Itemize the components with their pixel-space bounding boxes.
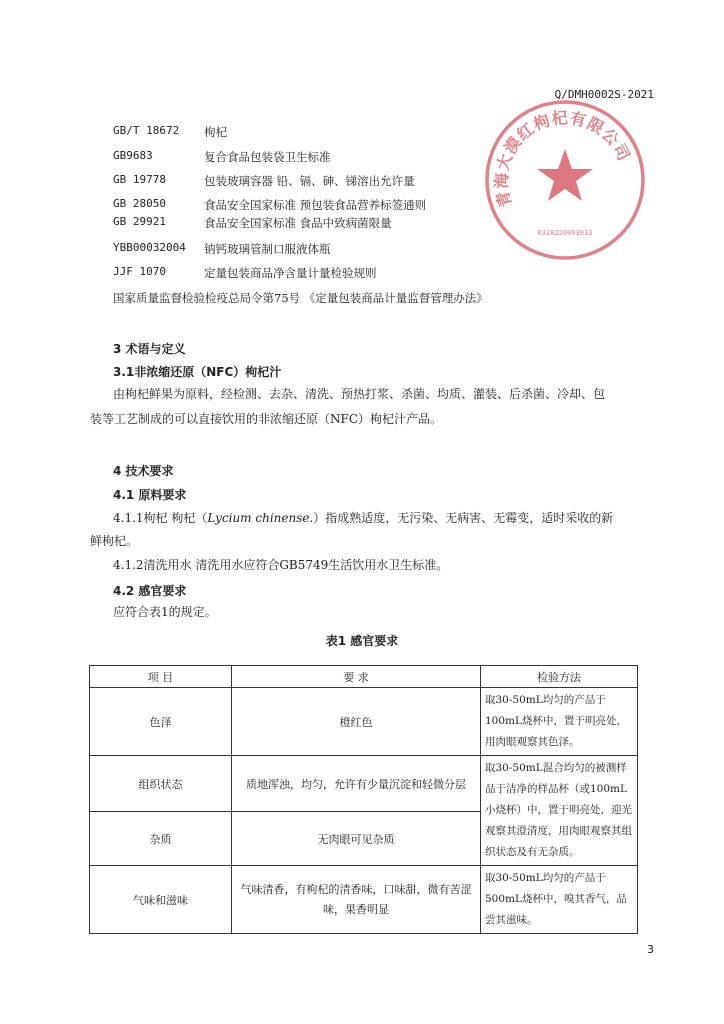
table-row bbox=[90, 866, 638, 934]
table-header-cell: 检验方法 bbox=[481, 666, 638, 688]
latin-name: Lycium chinense. bbox=[207, 511, 314, 525]
table-cell-item: 气味和滋味 bbox=[90, 866, 232, 934]
table-cell-item: 组织状态 bbox=[90, 756, 232, 812]
reference-code: JJF 1070 bbox=[113, 265, 166, 278]
table-header-row bbox=[90, 666, 638, 688]
reference-code: YBB00032004 bbox=[113, 241, 186, 254]
page-number: 3 bbox=[647, 943, 654, 956]
table-cell-item: 杂质 bbox=[90, 812, 232, 866]
reference-code: GB 28050 bbox=[113, 197, 166, 210]
sensory-requirements-table bbox=[89, 665, 638, 934]
section-3-heading: 3 术语与定义 bbox=[113, 342, 186, 356]
reference-title: 食品安全国家标准 预包装食品营养标签通则 bbox=[204, 198, 427, 212]
section-4-1-heading: 4.1 原料要求 bbox=[113, 488, 187, 502]
reference-title: 食品安全国家标准 食品中致病菌限量 bbox=[204, 216, 392, 230]
table-header-cell: 要 求 bbox=[232, 666, 481, 688]
section-4-2-heading: 4.2 感官要求 bbox=[113, 584, 187, 598]
table-cell-requirement: 气味清香，有枸杞的清香味，口味甜，微有苦涩味，果香明显 bbox=[232, 866, 481, 934]
table-cell-method: 取30-50mL均匀的产品于100mL烧杯中，置于明亮处，用肉眼观察其色泽。 bbox=[481, 688, 638, 756]
document-id: Q/DMH0002S-2021 bbox=[554, 88, 654, 101]
seal-star-icon bbox=[537, 149, 593, 201]
table-cell-item: 色泽 bbox=[90, 688, 232, 756]
section-4-heading: 4 技术要求 bbox=[113, 464, 174, 478]
table-row bbox=[90, 756, 638, 812]
reference-code: GB 19778 bbox=[113, 173, 166, 186]
section-4-1-1-paragraph-line2: 鲜枸杞。 bbox=[90, 534, 139, 548]
table-row bbox=[90, 688, 638, 756]
table-cell-method: 取30-50mL均匀的产品于500mL烧杯中，嗅其香气，品尝其滋味。 bbox=[481, 866, 638, 934]
table-cell-requirement: 质地浑浊，均匀，允许有少量沉淀和轻微分层 bbox=[232, 756, 481, 812]
reference-title: 定量包装商品净含量计量检验规则 bbox=[204, 266, 377, 280]
reference-code: GB 29921 bbox=[113, 215, 166, 228]
table-cell-requirement: 橙红色 bbox=[232, 688, 481, 756]
reference-title: 枸杞 bbox=[204, 125, 227, 139]
reference-title: 钠钙玻璃管制口服液体瓶 bbox=[204, 242, 331, 256]
table-cell-requirement: 无肉眼可见杂质 bbox=[232, 812, 481, 866]
section-3-1-paragraph-line1: 由枸杞鲜果为原料，经检测、去杂、清洗、预热打浆、杀菌、均质、灌装、后杀菌、冷却、包 bbox=[113, 387, 606, 401]
table-cell-method: 取30-50mL混合均匀的被测样品于洁净的样品杯（或100mL小烧杯）中，置于明亮处，迎光观察其澄清度，用肉眼观察其组织状态及有无杂质。 bbox=[481, 756, 638, 866]
section-3-1-paragraph-line2: 装等工艺制成的可以直接饮用的非浓缩还原（NFC）枸杞汁产品。 bbox=[90, 412, 443, 426]
table-caption: 表1 感官要求 bbox=[325, 634, 399, 648]
reference-code: GB/T 18672 bbox=[113, 124, 180, 137]
company-seal-stamp bbox=[482, 97, 648, 263]
section-4-1-2-paragraph: 4.1.2清洗用水 清洗用水应符合GB5749生活饮用水卫生标准。 bbox=[113, 558, 449, 572]
reference-decree: 国家质量监督检验检疫总局令第75号 《定量包装商品计量监督管理办法》 bbox=[113, 291, 488, 305]
table-header-cell: 项 目 bbox=[90, 666, 232, 688]
section-4-1-1-paragraph: 4.1.1枸杞 枸杞（Lycium chinense.）指成熟适度，无污染、无病害、无霉变，适时采收的新 bbox=[113, 511, 614, 525]
reference-code: GB9683 bbox=[113, 149, 153, 162]
section-3-1-heading: 3.1非浓缩还原（NFC）枸杞汁 bbox=[113, 365, 282, 379]
svg-text:6328220003013: 6328220003013 bbox=[537, 229, 593, 237]
reference-title: 复合食品包装袋卫生标准 bbox=[204, 150, 331, 164]
svg-text:青海大漠红枸杞有限公司: 青海大漠红枸杞有限公司 bbox=[491, 108, 634, 210]
reference-title: 包装玻璃容器 铅、镉、砷、锑溶出允许量 bbox=[204, 174, 415, 188]
section-4-2-paragraph: 应符合表1的规定。 bbox=[113, 605, 217, 619]
